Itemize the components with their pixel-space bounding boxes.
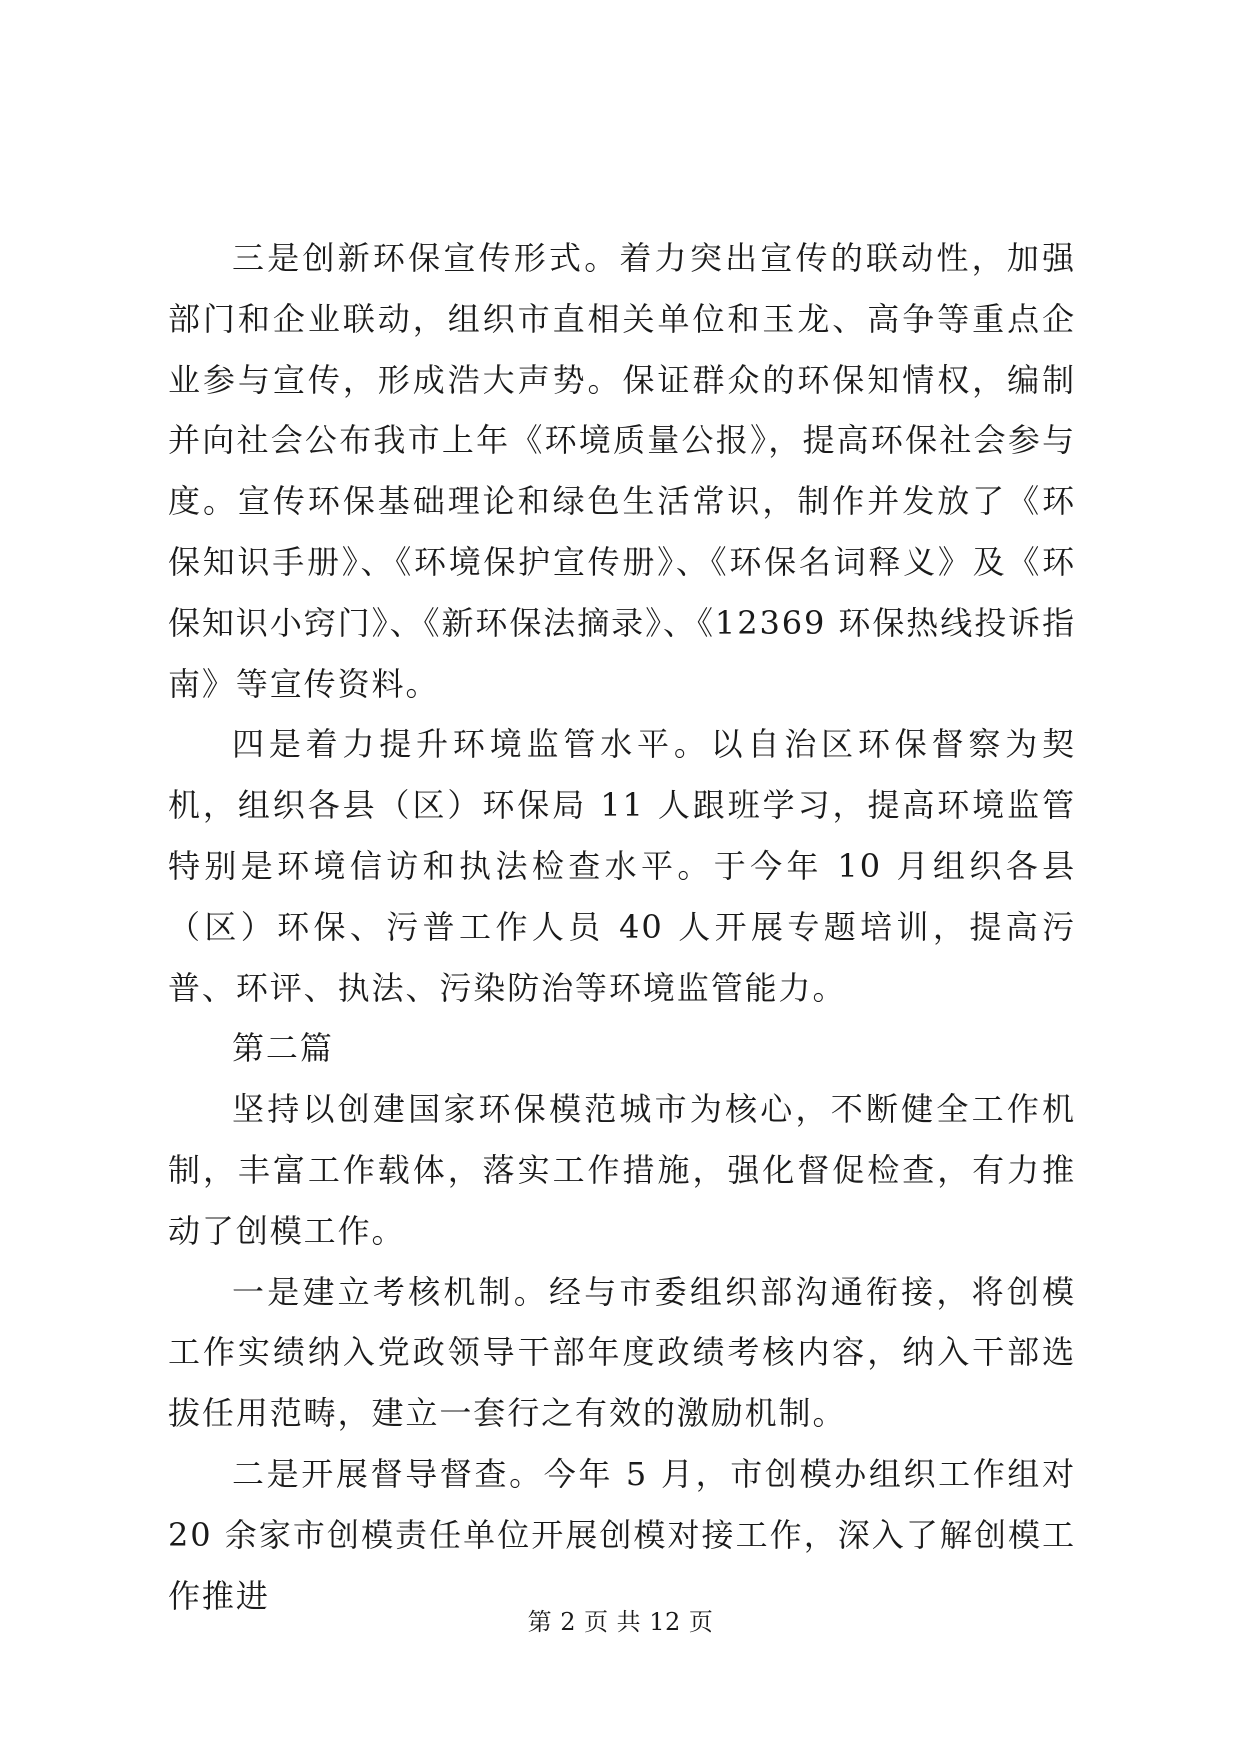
paragraph-environmental-supervision: 四是着力提升环境监管水平。以自治区环保督察为契机，组织各县（区）环保局 11 人跟班学习，提高环境监管特别是环境信访和执法检查水平。于今年 10 月组织各县（区）环保、污普工作人员 40 人开展专题培训，提高污普、环评、执法、污染防治等环境监管能力。 [168,725,1076,1007]
page-number-footer: 第 2 页 共 12 页 [527,1608,714,1636]
paragraph-model-city-intro: 坚持以创建国家环保模范城市为核心，不断健全工作机制，丰富工作载体，落实工作措施，强化督促检查，有力推动了创模工作。 [168,1090,1076,1250]
paragraph-environmental-publicity: 三是创新环保宣传形式。着力突出宣传的联动性，加强部门和企业联动，组织市直相关单位和玉龙、高争等重点企业参与宣传，形成浩大声势。保证群众的环保知情权，编制并向社会公布我市上年《环境质量公报》，提高环保社会参与度。宣传环保基础理论和绿色生活常识，制作并发放了《环保知识手册》、《环境保护宣传册》、《环保名词释义》及《环保知识小窍门》、《新环保法摘录》、《12369 环保热线投诉指南》等宣传资料。 [168,239,1076,703]
section-heading: 第二篇 [232,1029,334,1068]
paragraph-supervision-inspection: 二是开展督导督查。今年 5 月，市创模办组织工作组对 20 余家市创模责任单位开展创模对接工作，深入了解创模工作推进 [168,1454,1076,1615]
document-body [168,228,1076,1626]
paragraph-assessment-mechanism: 一是建立考核机制。经与市委组织部沟通衔接，将创模工作实绩纳入党政领导干部年度政绩考核内容，纳入干部选拔任用范畴，建立一套行之有效的激励机制。 [168,1272,1076,1433]
